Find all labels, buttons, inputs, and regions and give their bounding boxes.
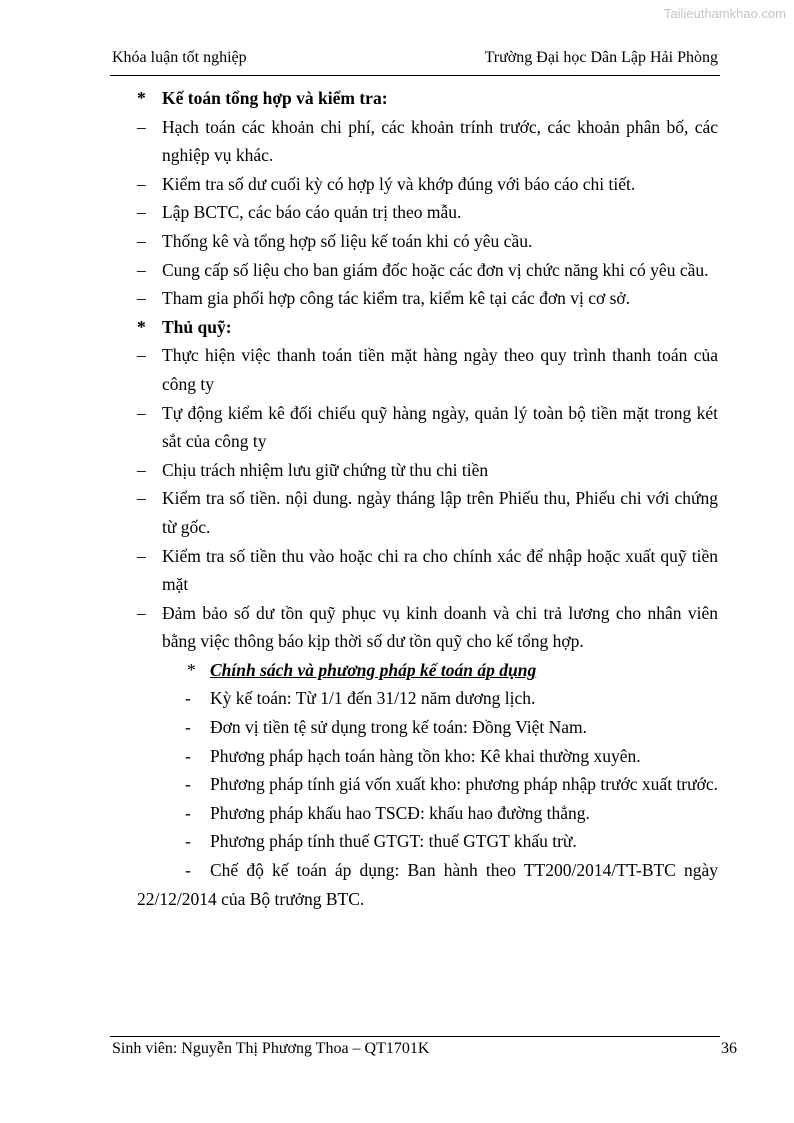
policy-item-text: Phương pháp hạch toán hàng tồn kho: Kê khai thường xuyên. [210, 745, 641, 766]
list-item-text: Thực hiện việc thanh toán tiền mặt hàng ngày theo quy trình thanh toán của công ty [162, 345, 718, 394]
policy-item [137, 856, 718, 913]
policy-item [137, 827, 718, 856]
hyphen-marker: - [185, 860, 191, 881]
dash-marker: – [137, 288, 146, 309]
list-item-text: Kiểm tra số tiền. nội dung. ngày tháng lập trên Phiếu thu, Phiếu chi với chứng từ gốc. [162, 488, 718, 537]
dash-marker: – [137, 402, 146, 423]
policy-item-text: Phương pháp tính giá vốn xuất kho: phương pháp nhập trước xuất trước. [210, 774, 719, 795]
list-item-text: Chịu trách nhiệm lưu giữ chứng từ thu chi tiền [162, 459, 489, 480]
dash-marker: – [137, 459, 146, 480]
list-item [137, 341, 718, 398]
hyphen-marker: - [185, 717, 191, 738]
policy-item-text: Phương pháp tính thuế GTGT: thuế GTGT khấu trừ. [210, 831, 577, 852]
policy-item [137, 713, 718, 742]
header-rule [110, 75, 720, 76]
list-item [137, 399, 718, 456]
policy-title: Chính sách và phương pháp kế toán áp dụng [210, 659, 537, 680]
list-item-text: Đảm bảo số dư tồn quỹ phục vụ kinh doanh và chi trả lương cho nhân viên bằng việc thông báo kịp thời số dư tồn quỹ cho kế tổng hợp. [162, 602, 718, 652]
watermark: Tailieuthamkhao.com [663, 6, 786, 21]
header-right: Trường Đại học Dân Lập Hải Phòng [484, 49, 718, 66]
footer-rule [110, 1036, 720, 1037]
list-item-text: Thống kê và tổng hợp số liệu kế toán khi có yêu cầu. [162, 230, 533, 251]
policy-item-text: Kỳ kế toán: Từ 1/1 đến 31/12 năm dương lịch. [210, 688, 536, 709]
section-heading [137, 84, 718, 113]
asterisk-marker: * [137, 316, 146, 337]
footer-student: Sinh viên: Nguyễn Thị Phương Thoa – QT1701K [112, 1040, 430, 1057]
asterisk-marker: * [187, 659, 196, 680]
policy-item [137, 799, 718, 828]
list-item [137, 599, 718, 656]
dash-marker: – [137, 116, 146, 137]
policy-item [137, 770, 718, 799]
page-content [137, 84, 718, 913]
list-item [137, 284, 718, 313]
policy-heading [137, 656, 718, 685]
dash-marker: – [137, 602, 146, 623]
list-item [137, 113, 718, 170]
list-item-text: Kiểm tra số dư cuối kỳ có hợp lý và khớp đúng với báo cáo chi tiết. [162, 173, 636, 194]
dash-marker: – [137, 202, 146, 223]
dash-marker: – [137, 230, 146, 251]
hyphen-marker: - [185, 802, 191, 823]
dash-marker: – [137, 345, 146, 366]
header-left: Khóa luận tốt nghiệp [112, 49, 247, 66]
list-item-text: Tham gia phối hợp công tác kiểm tra, kiểm kê tại các đơn vị cơ sở. [162, 288, 631, 309]
list-item-text: Tự động kiểm kê đối chiếu quỹ hàng ngày, quản lý toàn bộ tiền mặt trong két sắt của công ty [162, 402, 718, 452]
section-heading [137, 313, 718, 342]
list-item [137, 542, 718, 599]
list-item [137, 198, 718, 227]
policy-item-text: Đơn vị tiền tệ sử dụng trong kế toán: Đồng Việt Nam. [210, 717, 588, 738]
list-item-text: Kiểm tra số tiền thu vào hoặc chi ra cho chính xác để nhập hoặc xuất quỹ tiền mặt [162, 545, 718, 595]
dash-marker: – [137, 259, 146, 280]
asterisk-marker: * [137, 88, 146, 108]
dash-marker: – [137, 545, 146, 566]
list-item-text: Hạch toán các khoản chi phí, các khoản trính trước, các khoản phân bố, các nghiệp vụ khác. [162, 116, 718, 166]
hyphen-marker: - [185, 745, 191, 766]
section-title: Thủ quỹ: [162, 316, 232, 337]
policy-item [137, 684, 718, 713]
hyphen-marker: - [185, 831, 191, 852]
list-item [137, 170, 718, 199]
policy-item-text: Chế độ kế toán áp dụng: Ban hành theo TT200/2014/TT-BTC ngày 22/12/2014 của Bộ trưởng BTC. [137, 860, 718, 909]
list-item [137, 256, 718, 285]
list-item-text: Cung cấp số liệu cho ban giám đốc hoặc các đơn vị chức năng khi có yêu cầu. [162, 259, 709, 280]
hyphen-marker: - [185, 774, 191, 795]
policy-item-text: Phương pháp khấu hao TSCĐ: khấu hao đường thẳng. [210, 802, 590, 823]
list-item [137, 456, 718, 485]
dash-marker: – [137, 488, 146, 509]
section-title: Kế toán tổng hợp và kiểm tra: [162, 88, 388, 108]
list-item-text: Lập BCTC, các báo cáo quản trị theo mẫu. [162, 202, 462, 223]
page-number: 36 [721, 1040, 737, 1057]
list-item [137, 227, 718, 256]
hyphen-marker: - [185, 688, 191, 709]
list-item [137, 484, 718, 541]
dash-marker: – [137, 173, 146, 194]
policy-item [137, 742, 718, 771]
